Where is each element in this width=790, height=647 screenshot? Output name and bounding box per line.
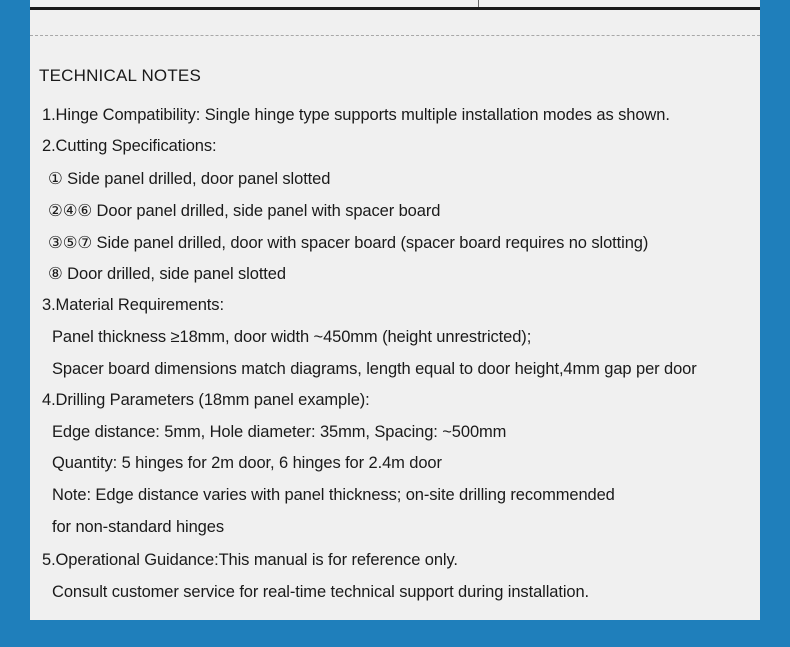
notes-panel xyxy=(30,0,760,620)
cutting-spec-item-3-5-7: ③⑤⑦ Side panel drilled, door with spacer board (spacer board requires no slotting) xyxy=(48,234,649,252)
note-operational-guidance: 5.Operational Guidance:This manual is for reference only. xyxy=(42,551,458,569)
top-tick-mark xyxy=(478,0,479,7)
dashed-divider xyxy=(30,35,760,36)
drilling-quantity: Quantity: 5 hinges for 2m door, 6 hinges for 2.4m door xyxy=(52,454,442,472)
cutting-spec-item-8: ⑧ Door drilled, side panel slotted xyxy=(48,265,286,283)
note-drilling-parameters: 4.Drilling Parameters (18mm panel example): xyxy=(42,391,370,409)
drilling-note: Note: Edge distance varies with panel thickness; on-site drilling recommended xyxy=(52,486,615,504)
material-panel-thickness: Panel thickness ≥18mm, door width ~450mm (height unrestricted); xyxy=(52,328,532,346)
drilling-edge-distance: Edge distance: 5mm, Hole diameter: 35mm, Spacing: ~500mm xyxy=(52,423,507,441)
cutting-spec-item-1: ① Side panel drilled, door panel slotted xyxy=(48,170,331,188)
material-spacer-board: Spacer board dimensions match diagrams, length equal to door height,4mm gap per door xyxy=(52,360,697,378)
note-cutting-specifications: 2.Cutting Specifications: xyxy=(42,137,217,155)
drilling-note-continued: for non-standard hinges xyxy=(52,518,224,536)
operational-guidance-support: Consult customer service for real-time technical support during installation. xyxy=(52,583,590,601)
cutting-spec-item-2-4-6: ②④⑥ Door panel drilled, side panel with spacer board xyxy=(48,202,441,220)
note-material-requirements: 3.Material Requirements: xyxy=(42,296,224,314)
top-divider xyxy=(30,7,760,10)
note-hinge-compatibility: 1.Hinge Compatibility: Single hinge type supports multiple installation modes as shown. xyxy=(42,106,670,124)
notes-heading: TECHNICAL NOTES xyxy=(39,66,202,85)
